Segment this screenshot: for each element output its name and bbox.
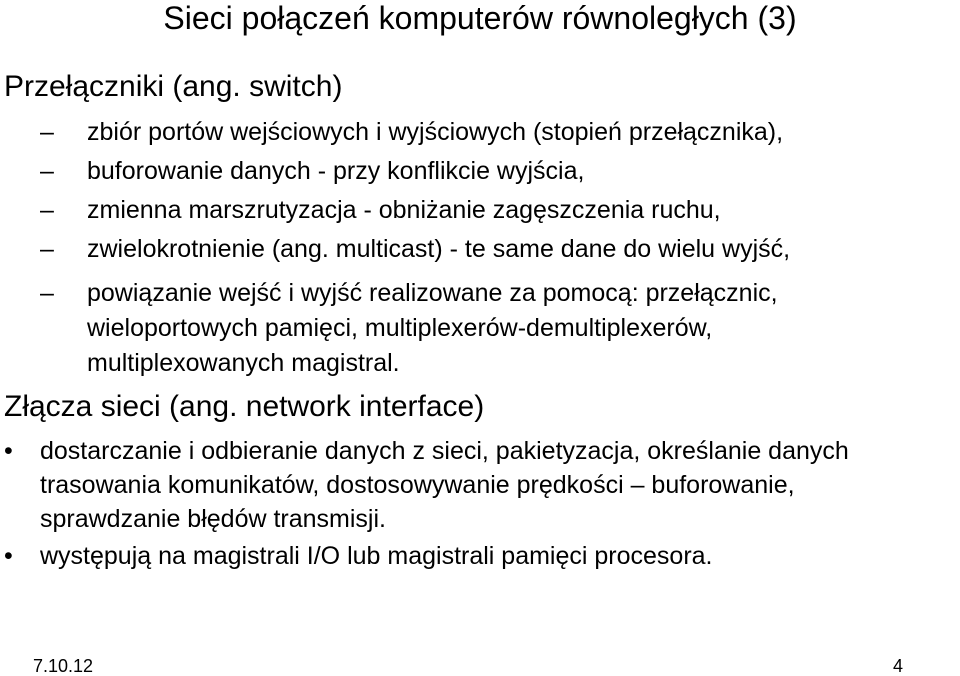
slide-title: Sieci połączeń komputerów równoległych (3) <box>163 0 797 36</box>
round-bullet: • <box>4 437 13 465</box>
dash-bullet: – <box>40 196 54 224</box>
dash-bullet: – <box>40 279 54 307</box>
list-item-text: występują na magistrali I/O lub magistrali pamięci procesora. <box>40 542 713 570</box>
footer-date: 7.10.12 <box>33 656 94 676</box>
dash-bullet: – <box>40 118 54 146</box>
round-bullet: • <box>4 542 13 570</box>
list-item-text: zwielokrotnienie (ang. multicast) - te same dane do wielu wyjść, <box>87 235 791 263</box>
list-item <box>4 539 960 573</box>
dash-bullet: – <box>40 235 54 263</box>
list-item-text-line: dostarczanie i odbieranie danych z sieci, pakietyzacja, określanie danych <box>40 437 849 465</box>
list-item-text: zbiór portów wejściowych i wyjściowych (stopień przełącznika), <box>87 118 784 146</box>
page-number: 4 <box>893 656 904 676</box>
list-item <box>40 154 955 189</box>
list-item-text: buforowanie danych - przy konflikcie wyjścia, <box>87 157 585 185</box>
list-item <box>4 434 960 536</box>
section-heading-switches: Przełączniki (ang. switch) <box>4 70 343 103</box>
list-item-text-line: multiplexowanych magistral. <box>87 349 400 377</box>
list-item <box>40 232 955 267</box>
list-item <box>40 115 955 150</box>
list-item-text-line: sprawdzanie błędów transmisji. <box>40 505 386 533</box>
list-item-text-line: powiązanie wejść i wyjść realizowane za pomocą: przełącznic, <box>87 279 778 307</box>
list-item-text-line: wieloportowych pamięci, multiplexerów-demultiplexerów, <box>87 314 713 342</box>
section-heading-network-interface: Złącza sieci (ang. network interface) <box>4 390 485 423</box>
dash-bullet: – <box>40 157 54 185</box>
list-item <box>40 193 955 228</box>
list-item-text-line: trasowania komunikatów, dostosowywanie prędkości – buforowanie, <box>40 471 795 499</box>
list-item-text: zmienna marszrutyzacja - obniżanie zagęszczenia ruchu, <box>87 196 721 224</box>
list-item <box>40 276 955 381</box>
